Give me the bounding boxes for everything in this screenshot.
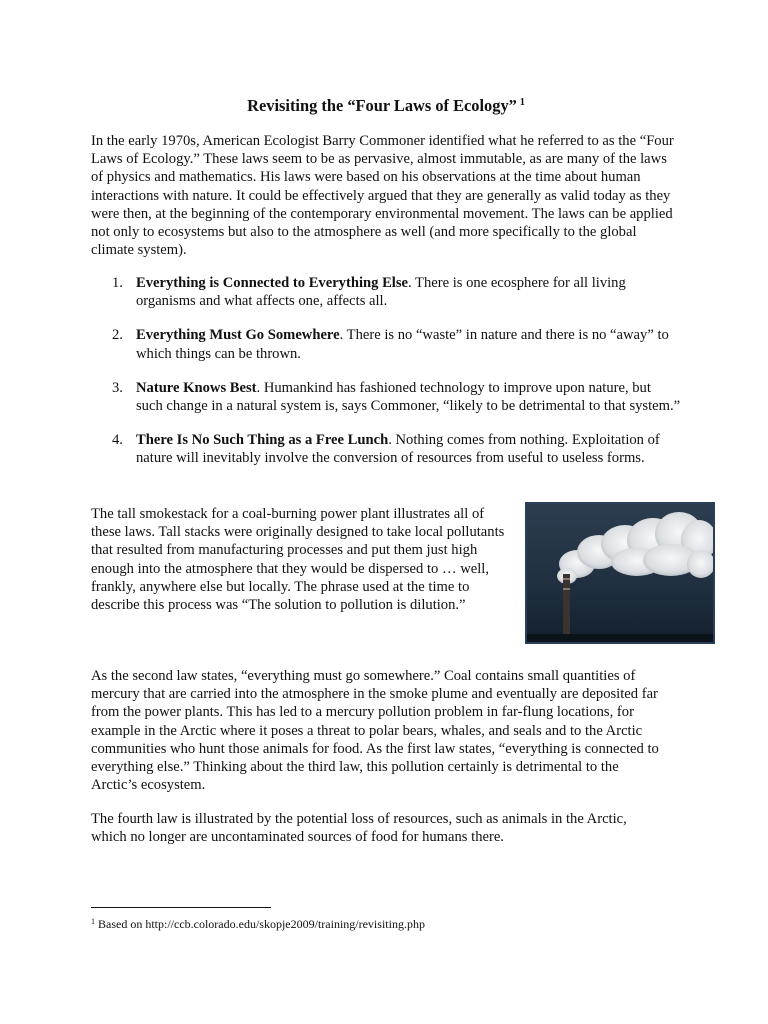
law-number: 4. xyxy=(112,432,123,449)
fourth-law-paragraph: The fourth law is illustrated by the potential loss of resources, such as animals in the Arctic, which no longer are uncontaminated sources of food for humans there. xyxy=(91,811,627,846)
footnote-mark: 1 xyxy=(91,917,95,926)
second-law-paragraph: As the second law states, “everything must go somewhere.” Coal contains small quantities of mercury that are carried into the atmosphere in the smoke plume and eventually are deposited far from the power plants. This has led to a mercury pollution problem in far-flung locations, for example in the Arctic where it poses a threat to polar bears, whales, and seals and to the Arctic communities who hunt those animals for food. As the first law states, “everything is connected to everything else.” Thinking about the third law, this pollution certainly is detrimental to the Arctic’s ecosystem. xyxy=(91,668,659,794)
law-text: . Nothing comes from nothing. Exploitation of nature will inevitably involve the conversion of resources from useful to useless forms. xyxy=(136,432,660,467)
footnote xyxy=(91,914,425,932)
law-item-2 xyxy=(91,326,681,362)
law-heading: There Is No Such Thing as a Free Lunch xyxy=(136,432,389,449)
intro-paragraph: In the early 1970s, American Ecologist Barry Commoner identified what he referred to as the “Four Laws of Ecology.” These laws seem to be as pervasive, almost immutable, as are many of the laws of physics and mathematics. His laws were based on his observations at the time about human interactions with nature. It could be effectively argued that they are generally as valid today as they were then, at the beginning of the contemporary environmental movement. The laws can be applied not only to ecosystems but also to the atmosphere as well (and more specifically to the global climate system). xyxy=(91,133,674,259)
law-heading: Everything is Connected to Everything Else xyxy=(136,275,409,291)
law-number: 3. xyxy=(112,379,123,396)
law-item-4 xyxy=(91,431,681,467)
law-heading: Everything Must Go Somewhere xyxy=(136,327,340,344)
laws-list xyxy=(91,274,681,484)
law-heading: Nature Knows Best xyxy=(136,379,257,396)
smokestack-photo xyxy=(525,502,715,644)
law-item-3 xyxy=(91,379,681,415)
title-text: Revisiting the “Four Laws of Ecology” xyxy=(247,96,517,115)
document-title xyxy=(91,94,681,115)
law-number: 2. xyxy=(112,327,123,344)
smokestack-paragraph: The tall smokestack for a coal-burning power plant illustrates all of these laws. Tall stacks were originally designed to take local pollutants that resulted from manufacturing processes and put them just high enough into the atmosphere that they would be dispersed to … well, frankly, anywhere else but locally. The phrase used at the time to describe this process was “The solution to pollution is dilution.” xyxy=(91,506,505,614)
law-item-1 xyxy=(91,274,681,310)
footnote-text: Based on http://ccb.colorado.edu/skopje2009/training/revisiting.php xyxy=(98,917,425,931)
law-number: 1. xyxy=(112,275,123,291)
law-text: . Humankind has fashioned technology to improve upon nature, but such change in a natural system is, says Commoner, “likely to be detrimental to that system.” xyxy=(136,379,681,415)
law-text: . There is no “waste” in nature and there is no “away” to which things can be thrown. xyxy=(136,327,669,362)
smokestack-image xyxy=(527,504,713,642)
footnote-divider xyxy=(91,907,271,908)
title-footnote-mark: 1 xyxy=(519,97,525,108)
law-text: . There is one ecosphere for all living organisms and what affects one, affects all. xyxy=(136,275,626,310)
